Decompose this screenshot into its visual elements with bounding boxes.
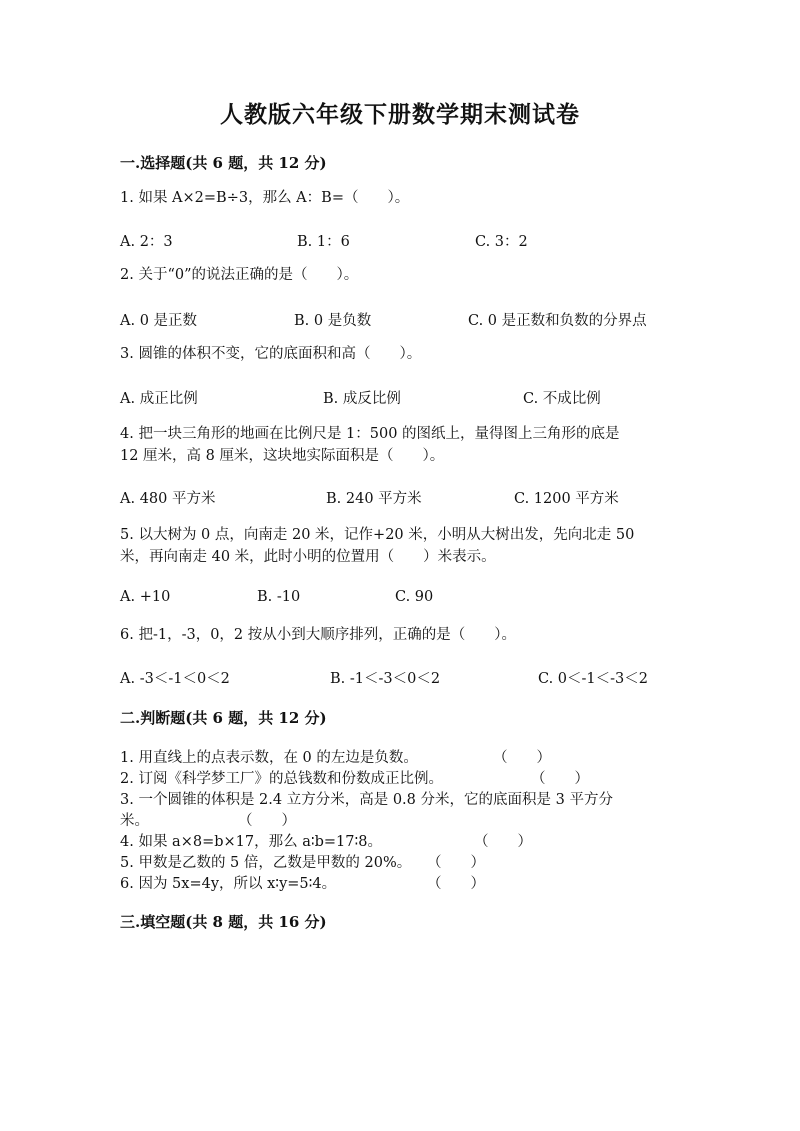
option-a: A. 2：3 <box>120 234 173 250</box>
question-stem: 1. 如果 A×2=B÷3，那么 A：B=（ ）。 <box>120 190 410 206</box>
answer-blank: （ ） <box>427 876 485 892</box>
option-a: A. -3＜-1＜0＜2 <box>120 671 230 687</box>
option-c: C. 1200 平方米 <box>514 491 619 507</box>
section-heading-fill: 三.填空题(共 8 题，共 16 分) <box>120 913 327 931</box>
judge-item-continued: 米。 <box>120 813 149 829</box>
answer-blank: （ ） <box>474 834 532 850</box>
section-heading-judge: 二.判断题(共 6 题，共 12 分) <box>120 709 327 727</box>
option-a: A. 480 平方米 <box>120 491 216 507</box>
judge-item: 2. 订阅《科学梦工厂》的总钱数和份数成正比例。 <box>120 771 443 787</box>
question-stem: 6. 把-1，-3，0，2 按从小到大顺序排列，正确的是（ ）。 <box>120 627 517 643</box>
option-c: C. 0＜-1＜-3＜2 <box>538 671 648 687</box>
answer-blank: （ ） <box>238 813 296 829</box>
judge-item: 3. 一个圆锥的体积是 2.4 立方分米，高是 0.8 分米，它的底面积是 3 平方分 <box>120 792 613 808</box>
option-a: A. +10 <box>120 589 171 605</box>
option-c: C. 3：2 <box>475 234 528 250</box>
answer-blank: （ ） <box>427 855 485 871</box>
question-stem: 3. 圆锥的体积不变，它的底面积和高（ ）。 <box>120 346 422 362</box>
judge-item: 4. 如果 a×8=b×17，那么 a∶b=17∶8。 <box>120 834 383 850</box>
answer-blank: （ ） <box>493 750 551 766</box>
option-a: A. 0 是正数 <box>120 313 198 329</box>
question-stem: 4. 把一块三角形的地画在比例尺是 1：500 的图纸上，量得图上三角形的底是 <box>120 426 620 442</box>
option-b: B. 成反比例 <box>323 391 401 407</box>
page-title: 人教版六年级下册数学期末测试卷 <box>220 101 580 128</box>
option-b: B. -1＜-3＜0＜2 <box>330 671 441 687</box>
judge-item: 5. 甲数是乙数的 5 倍，乙数是甲数的 20%。 <box>120 855 412 871</box>
question-stem-line2: 米，再向南走 40 米，此时小明的位置用（ ）米表示。 <box>120 549 496 565</box>
option-a: A. 成正比例 <box>120 391 198 407</box>
option-b: B. 1：6 <box>297 234 350 250</box>
judge-item: 1. 用直线上的点表示数，在 0 的左边是负数。 <box>120 750 418 766</box>
section-heading-choice: 一.选择题(共 6 题，共 12 分) <box>120 154 327 172</box>
question-stem: 5. 以大树为 0 点，向南走 20 米，记作+20 米，小明从大树出发，先向北走 50 <box>120 527 635 543</box>
question-stem: 2. 关于“0”的说法正确的是（ ）。 <box>120 267 359 283</box>
option-b: B. -10 <box>257 589 301 605</box>
option-b: B. 240 平方米 <box>326 491 422 507</box>
answer-blank: （ ） <box>531 771 589 787</box>
question-stem-line2: 12 厘米，高 8 厘米，这块地实际面积是（ ）。 <box>120 448 445 464</box>
judge-item: 6. 因为 5x=4y，所以 x∶y=5∶4。 <box>120 876 337 892</box>
option-c: C. 0 是正数和负数的分界点 <box>468 313 647 329</box>
option-c: C. 不成比例 <box>523 391 601 407</box>
option-c: C. 90 <box>395 589 434 605</box>
option-b: B. 0 是负数 <box>294 313 372 329</box>
